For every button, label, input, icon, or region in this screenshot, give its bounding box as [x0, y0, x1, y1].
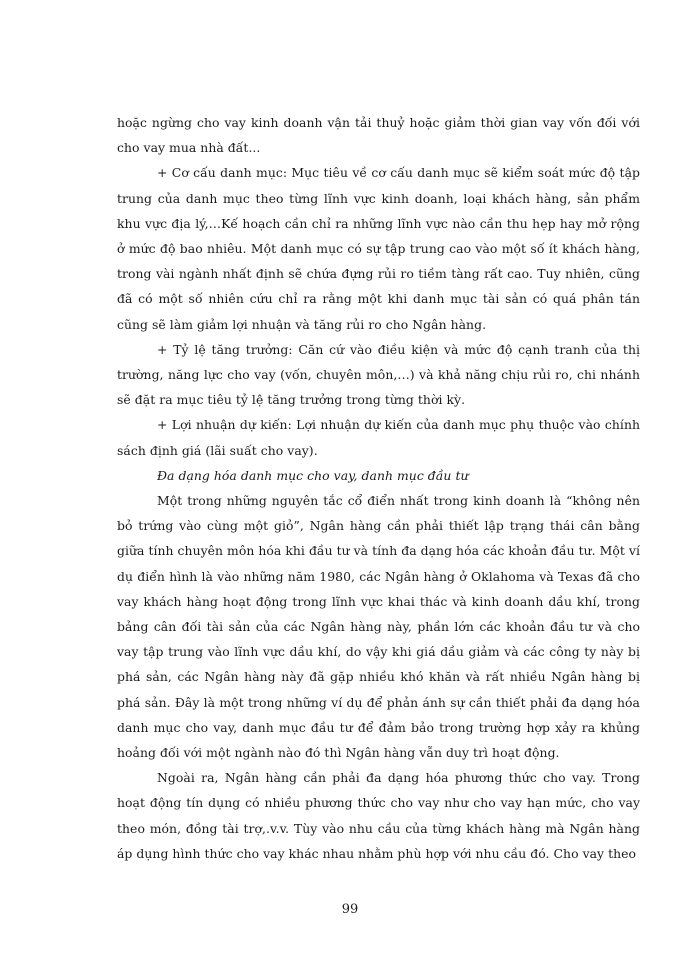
paragraph-diversification-principle: Một trong những nguyên tắc cổ điển nhất trong kinh doanh là “không nên bỏ trứng vào cùng một giỏ”, Ngân hàng cần phải thiết lập trạng thái cân bằng giữa tính chuyên môn hóa khi đầu tư và tính đa dạng hóa các khoản đầu tư. Một ví dụ điển hình là vào những năm 1980, các Ngân hàng ở Oklahoma và Texas đã cho vay khách hàng hoạt động trong lĩnh vực khai thác và kinh doanh dầu khí, trong bảng cân đối tài sản của các Ngân hàng này, phần lớn các khoản đầu tư và cho vay tập trung vào lĩnh vực dầu khí, do vậy khi giá dầu giảm và các công ty này bị phá sản, các Ngân hàng này đã gặp nhiều khó khăn và rất nhiều Ngân hàng bị phá sản. Đây là một trong những ví dụ để phản ánh sự cần thiết phải đa dạng hóa danh mục cho vay, danh mục đầu tư để đảm bảo trong trường hợp xảy ra khủng hoảng đối với một ngành nào đó thì Ngân hàng vẫn duy trì hoạt động. [117, 493, 640, 761]
section-heading-diversification: Đa dạng hóa danh mục cho vay, danh mục đầu tư [157, 467, 469, 483]
paragraph-growth-rate: + Tỷ lệ tăng trưởng: Căn cứ vào điều kiện và mức độ cạnh tranh của thị trường, năng lực cho vay (vốn, chuyên môn,…) và khả năng chịu rủi ro, chi nhánh sẽ đặt ra mục tiêu tỷ lệ tăng trưởng trong từng thời kỳ. [117, 341, 640, 408]
paragraph-continuation: hoặc ngừng cho vay kinh doanh vận tải thuỷ hoặc giảm thời gian vay vốn đối với cho vay mua nhà đất... [117, 115, 640, 156]
paragraph-expected-profit: + Lợi nhuận dự kiến: Lợi nhuận dự kiến của danh mục phụ thuộc vào chính sách định giá (lãi suất cho vay). [117, 417, 640, 458]
paragraph-lending-methods: Ngoài ra, Ngân hàng cần phải đa dạng hóa phương thức cho vay. Trong hoạt động tín dụng có nhiều phương thức cho vay như cho vay hạn mức, cho vay theo món, đồng tài trợ,.v.v. Tùy vào nhu cầu của từng khách hàng mà Ngân hàng áp dụng hình thức cho vay khác nhau nhằm phù hợp với nhu cầu đó. Cho vay theo [117, 770, 640, 861]
paragraph-portfolio-structure: + Cơ cấu danh mục: Mục tiêu về cơ cấu danh mục sẽ kiểm soát mức độ tập trung của danh mục theo từng lĩnh vực kinh doanh, loại khách hàng, sản phẩm khu vực địa lý,…Kế hoạch cần chỉ ra những lĩnh vực nào cần thu hẹp hay mở rộng ở mức độ bao nhiêu. Một danh mục có sự tập trung cao vào một số ít khách hàng, trong vài ngành nhất định sẽ chứa đựng rủi ro tiềm tàng rất cao. Tuy nhiên, cũng đã có một số nhiên cứu chỉ ra rằng một khi danh mục tài sản có quá phân tán cũng sẽ làm giảm lợi nhuận và tăng rủi ro cho Ngân hàng. [117, 165, 640, 332]
body-text [117, 110, 640, 866]
page-number: 99 [341, 902, 359, 917]
